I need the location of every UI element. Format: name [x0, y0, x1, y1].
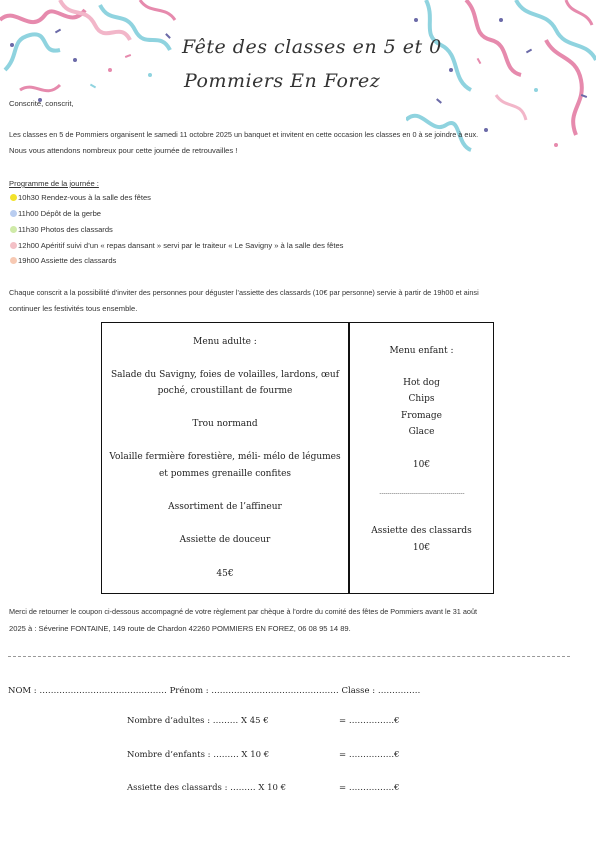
- title-line-2: Pommiers En Forez: [184, 70, 381, 92]
- intro-line-1: Les classes en 5 de Pommiers organisent le samedi 11 octobre 2025 un banquet et invitent en cette occasion les classes en 0 à se joindre à eux.: [9, 130, 479, 139]
- menu-child-item: Fromage: [401, 411, 442, 421]
- programme-item-text: 19h00 Assiette des classards: [18, 256, 117, 265]
- menu-adult-course: Volaille fermière forestière, méli- mélo de légumes: [109, 452, 341, 462]
- title-line-1: Fête des classes en 5 et 0: [182, 36, 442, 58]
- menu-child-item: Glace: [408, 427, 435, 437]
- programme-item-text: 12h00 Apéritif suivi d’un « repas dansant » servi par le traiteur « Le Savigny » à la salle des fêtes: [18, 241, 344, 250]
- menu-adult-title: Menu adulte :: [193, 337, 257, 347]
- coupon-adults-field[interactable]: Nombre d’adultes : ……… X 45 €: [127, 716, 269, 726]
- invite-line-2: continuer les festivités tous ensemble.: [9, 304, 138, 313]
- menu-adult-price: 45€: [216, 569, 234, 579]
- programme-item: [10, 225, 113, 234]
- menu-adult-course: Assiette de douceur: [179, 535, 271, 545]
- greeting: Conscrite, conscrit,: [9, 99, 74, 108]
- coupon-assiette-total[interactable]: = …………….€: [339, 783, 400, 793]
- programme-item-text: 11h30 Photos des classards: [18, 225, 113, 234]
- coupon-adults-total[interactable]: = …………….€: [339, 716, 400, 726]
- confetti-decoration-left: [0, 0, 200, 110]
- menu-child-separator: ------------------------------------------: [379, 490, 465, 497]
- menu-child-price: 10€: [412, 460, 431, 470]
- programme-item: [10, 193, 151, 202]
- coupon-assiette-field[interactable]: Assiette des classards : ……… X 10 €: [127, 783, 287, 793]
- invite-line-1: Chaque conscrit a la possibilité d’inviter des personnes pour déguster l’assiette des classards (10€ par personne) servie à partir de 19h00 et ainsi: [9, 288, 479, 297]
- intro-line-2: Nous vous attendons nombreux pour cette journée de retrouvailles !: [9, 146, 238, 155]
- bullet-icon: [10, 242, 17, 249]
- programme-item-text: 11h00 Dépôt de la gerbe: [18, 209, 102, 218]
- menu-child-item: Hot dog: [403, 378, 440, 388]
- menu-adult-course: Assortiment de l’affineur: [168, 502, 282, 512]
- menu-adult-course: Salade du Savigny, foies de volailles, lardons, œuf: [110, 370, 340, 380]
- menu-adult-course: Trou normand: [192, 419, 258, 429]
- coupon-children-total[interactable]: = …………….€: [339, 750, 400, 760]
- programme-item: [10, 256, 116, 265]
- menu-adult-course: poché, croustillant de fourme: [157, 386, 293, 396]
- menu-child-item: Chips: [408, 394, 435, 404]
- bullet-icon: [10, 226, 17, 233]
- programme-item: [10, 209, 101, 218]
- coupon-identity-fields[interactable]: NOM : ……………………………………… Prénom : ……………………………………… Classe : ……………: [8, 686, 421, 696]
- programme-item: [10, 241, 343, 250]
- menu-divider: [348, 322, 350, 594]
- programme-heading: Programme de la journée :: [9, 179, 99, 188]
- bullet-icon: [10, 257, 17, 264]
- bullet-icon: [10, 194, 17, 201]
- coupon-children-field[interactable]: Nombre d’enfants : ……… X 10 €: [127, 750, 270, 760]
- menu-child-assiette-price: 10€: [412, 543, 431, 553]
- menu-adult-course: et pommes grenaille confites: [158, 469, 292, 479]
- menu-child-assiette: Assiette des classards: [371, 526, 472, 536]
- bullet-icon: [10, 210, 17, 217]
- menu-child-title: Menu enfant :: [389, 346, 454, 356]
- return-note-line-2: 2025 à : Séverine FONTAINE, 149 route de Chardon 42260 POMMIERS EN FOREZ, 06 08 95 14 89.: [9, 624, 351, 633]
- programme-item-text: 10h30 Rendez-vous à la salle des fêtes: [18, 193, 151, 202]
- return-note-line-1: Merci de retourner le coupon ci-dessous accompagné de votre règlement par chèque à l’ordre du comité des fêtes de Pommiers avant le 31 août: [9, 607, 478, 616]
- coupon-cut-line: [8, 656, 570, 657]
